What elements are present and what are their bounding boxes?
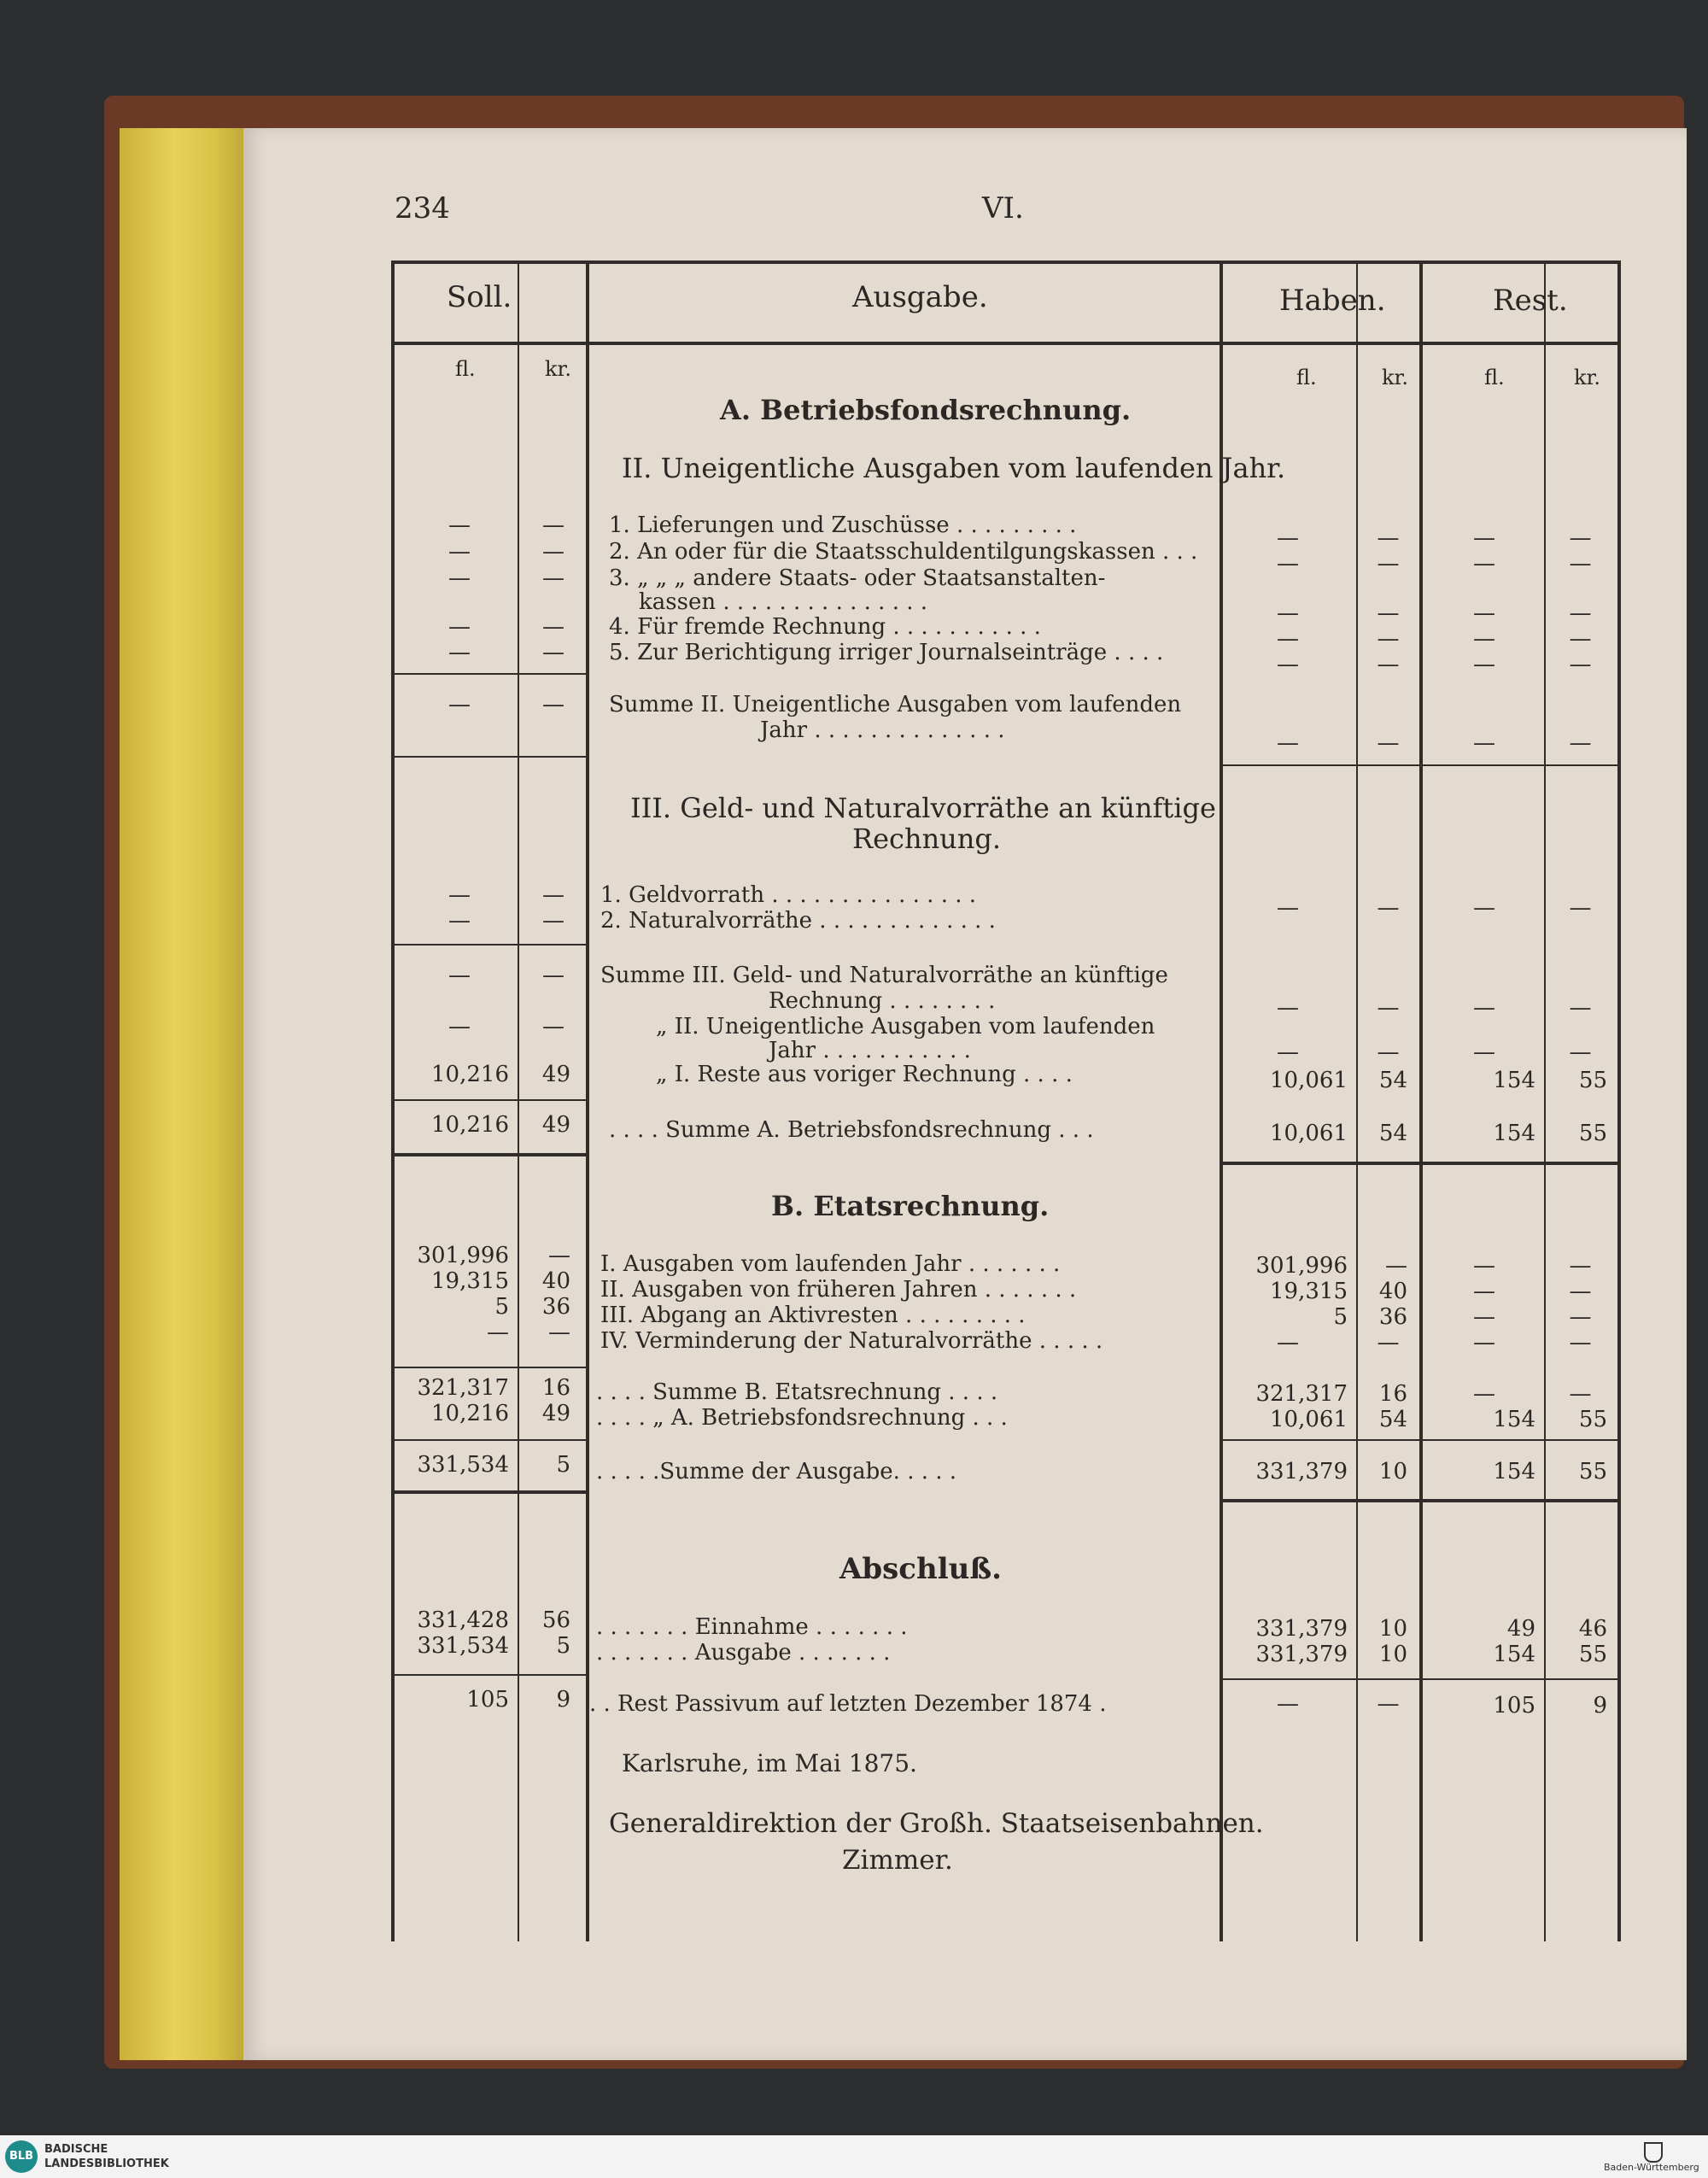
- rule: [1544, 261, 1546, 1941]
- value: —: [542, 963, 564, 988]
- header-ausgabe: Ausgabe.: [852, 280, 988, 314]
- value: —: [542, 512, 564, 538]
- value: 154: [1493, 1121, 1535, 1146]
- item: 2. Naturalvorräthe . . . . . . . . . . . . .: [600, 908, 996, 934]
- value: —: [542, 539, 564, 565]
- value: 55: [1578, 1642, 1607, 1667]
- value: 19,315: [431, 1268, 509, 1294]
- value: 49: [541, 1112, 570, 1138]
- value: 10: [1378, 1616, 1407, 1642]
- value: —: [1569, 652, 1592, 677]
- section-b-title: B. Etatsrechnung.: [771, 1190, 1050, 1222]
- bw-label: Baden-Württemberg: [1604, 2162, 1699, 2173]
- value: —: [448, 640, 471, 665]
- value: —: [1569, 1279, 1592, 1304]
- item: 5. Zur Berichtigung irriger Journalseinträge . . . .: [609, 640, 1164, 665]
- signature-org: Generaldirektion der Großh. Staatseisenbahnen.: [609, 1808, 1264, 1839]
- value: —: [1377, 1330, 1400, 1355]
- value: —: [448, 565, 471, 591]
- rule: [1220, 261, 1223, 1941]
- value: —: [448, 614, 471, 640]
- rule: [1220, 1499, 1621, 1502]
- rule: [1220, 764, 1621, 766]
- value: 55: [1578, 1459, 1607, 1484]
- value: 10,216: [431, 1112, 509, 1138]
- value: —: [1473, 1381, 1495, 1407]
- sum-line: . . . . Summe A. Betriebsfondsrechnung . . .: [609, 1117, 1094, 1143]
- rule: [391, 1367, 586, 1368]
- header-soll: Soll.: [447, 280, 512, 314]
- rule: [391, 342, 1621, 345]
- value: —: [1569, 895, 1592, 921]
- value: 331,534: [417, 1452, 509, 1478]
- value: 10,061: [1270, 1121, 1348, 1146]
- value: 301,996: [417, 1243, 509, 1268]
- place-date: Karlsruhe, im Mai 1875.: [622, 1749, 917, 1777]
- value: 331,428: [417, 1607, 509, 1633]
- sum-line: Summe II. Uneigentliche Ausgaben vom laufenden: [609, 692, 1182, 717]
- value: 105: [1493, 1693, 1535, 1718]
- rule: [391, 756, 586, 758]
- value: 331,534: [417, 1633, 509, 1659]
- value: 19,315: [1270, 1279, 1348, 1304]
- value: 331,379: [1255, 1616, 1348, 1642]
- value: —: [1569, 1330, 1592, 1355]
- sum-line: Jahr . . . . . . . . . . .: [769, 1038, 971, 1063]
- value: —: [1473, 652, 1495, 677]
- item: II. Ausgaben von früheren Jahren . . . . . . .: [600, 1277, 1077, 1303]
- rule: [391, 673, 586, 675]
- value: —: [1377, 551, 1400, 577]
- section-a-subtitle: II. Uneigentliche Ausgaben vom laufenden Jahr.: [622, 452, 1286, 484]
- value: —: [448, 1014, 471, 1039]
- value: 16: [541, 1375, 570, 1401]
- sum-line: Rechnung . . . . . . . .: [769, 988, 996, 1014]
- library-line: BADISCHE: [44, 2143, 108, 2156]
- header-haben: Haben.: [1279, 284, 1386, 318]
- rule: [1220, 1439, 1621, 1441]
- value: —: [1569, 730, 1592, 756]
- value: —: [1377, 600, 1400, 626]
- rule: [1617, 261, 1621, 1941]
- rule: [586, 261, 589, 1941]
- sum-line: „ I. Reste aus voriger Rechnung . . . .: [656, 1062, 1073, 1087]
- rule: [391, 261, 1621, 264]
- value: —: [1473, 1039, 1495, 1065]
- value: —: [1277, 995, 1299, 1021]
- value: —: [1377, 626, 1400, 652]
- value: 331,379: [1255, 1642, 1348, 1667]
- sum-line: Jahr . . . . . . . . . . . . . .: [760, 717, 1005, 743]
- value: —: [1277, 551, 1299, 577]
- header-rest: Rest.: [1493, 284, 1568, 318]
- value: —: [1569, 551, 1592, 577]
- item: 2. An oder für die Staatsschuldentilgungskassen . . .: [609, 539, 1198, 565]
- value: 10: [1378, 1642, 1407, 1667]
- value: —: [448, 882, 471, 908]
- value: —: [1569, 525, 1592, 551]
- value: 321,317: [417, 1375, 509, 1401]
- value: —: [1277, 1039, 1299, 1065]
- value: 40: [541, 1268, 570, 1294]
- value: 10: [1378, 1459, 1407, 1484]
- unit-kr: kr.: [1574, 366, 1601, 389]
- value: —: [1569, 600, 1592, 626]
- value: —: [542, 1014, 564, 1039]
- value: —: [448, 512, 471, 538]
- value: —: [1277, 895, 1299, 921]
- value: 105: [466, 1687, 509, 1713]
- value: —: [1569, 626, 1592, 652]
- value: 9: [1593, 1693, 1607, 1718]
- sum-line: . . . . . . . Einnahme . . . . . . .: [596, 1614, 908, 1640]
- rule: [391, 1153, 586, 1156]
- value: —: [1473, 1304, 1495, 1330]
- rule: [391, 1490, 586, 1494]
- value: 5: [556, 1633, 570, 1659]
- value: 55: [1578, 1407, 1607, 1432]
- value: —: [1473, 626, 1495, 652]
- rule: [1220, 1162, 1621, 1165]
- value: —: [487, 1320, 509, 1345]
- value: —: [542, 908, 564, 934]
- value: 154: [1493, 1459, 1535, 1484]
- value: 321,317: [1255, 1381, 1348, 1407]
- value: —: [548, 1320, 570, 1345]
- value: 10,216: [431, 1401, 509, 1426]
- section-a3-title: III. Geld- und Naturalvorräthe an künftige: [630, 792, 1216, 824]
- value: 54: [1378, 1407, 1407, 1432]
- value: —: [448, 692, 471, 717]
- value: 54: [1378, 1121, 1407, 1146]
- value: 56: [541, 1607, 570, 1633]
- item: kassen . . . . . . . . . . . . . . .: [639, 589, 928, 615]
- unit-kr: kr.: [545, 357, 572, 381]
- value: —: [1473, 551, 1495, 577]
- value: —: [548, 1243, 570, 1268]
- rule: [1220, 1678, 1621, 1680]
- footer-bar: [0, 2135, 1708, 2178]
- value: 49: [1506, 1616, 1535, 1642]
- section-a3-title: Rechnung.: [852, 823, 1002, 855]
- value: 49: [541, 1062, 570, 1087]
- rule: [518, 261, 519, 1941]
- value: 154: [1493, 1642, 1535, 1667]
- value: —: [1569, 1304, 1592, 1330]
- rule: [391, 1099, 586, 1101]
- value: —: [1385, 1253, 1407, 1279]
- item: 1. Lieferungen und Zuschüsse . . . . . . . . .: [609, 512, 1077, 538]
- value: —: [1569, 1381, 1592, 1407]
- page-number: 234: [395, 191, 450, 225]
- rule: [391, 261, 395, 1941]
- value: —: [542, 614, 564, 640]
- value: —: [448, 963, 471, 988]
- sum-line: Summe III. Geld- und Naturalvorräthe an künftige: [600, 963, 1168, 988]
- sum-line: . . Rest Passivum auf letzten Dezember 1874 .: [589, 1691, 1107, 1717]
- value: 10,061: [1270, 1407, 1348, 1432]
- value: —: [1569, 1253, 1592, 1279]
- sum-line: . . . . .Summe der Ausgabe. . . . .: [596, 1459, 957, 1484]
- rule: [1419, 261, 1423, 1941]
- sum-line: . . . . „ A. Betriebsfondsrechnung . . .: [596, 1405, 1008, 1431]
- library-line: LANDESBIBLIOTHEK: [44, 2158, 169, 2170]
- page-edges: [120, 128, 256, 2060]
- value: —: [1377, 730, 1400, 756]
- value: —: [542, 640, 564, 665]
- value: 9: [556, 1687, 570, 1713]
- value: —: [1277, 525, 1299, 551]
- value: —: [1473, 895, 1495, 921]
- value: —: [1377, 895, 1400, 921]
- value: 5: [1333, 1304, 1348, 1330]
- value: —: [1473, 1253, 1495, 1279]
- value: —: [1377, 1039, 1400, 1065]
- value: —: [1377, 1691, 1400, 1717]
- value: 16: [1378, 1381, 1407, 1407]
- unit-kr: kr.: [1382, 366, 1409, 389]
- value: —: [1377, 652, 1400, 677]
- value: 36: [1378, 1304, 1407, 1330]
- value: —: [1277, 626, 1299, 652]
- value: 5: [556, 1452, 570, 1478]
- sum-line: . . . . Summe B. Etatsrechnung . . . .: [596, 1379, 998, 1405]
- value: 55: [1578, 1121, 1607, 1146]
- value: —: [1277, 652, 1299, 677]
- value: —: [1277, 1691, 1299, 1717]
- value: —: [1569, 1039, 1592, 1065]
- value: —: [1377, 525, 1400, 551]
- value: —: [1473, 600, 1495, 626]
- section-a-title: A. Betriebsfondsrechnung.: [720, 394, 1132, 426]
- item: 1. Geldvorrath . . . . . . . . . . . . . . .: [600, 882, 977, 908]
- value: 331,379: [1255, 1459, 1348, 1484]
- value: 40: [1378, 1279, 1407, 1304]
- value: 10,216: [431, 1062, 509, 1087]
- item: IV. Verminderung der Naturalvorräthe . . . . .: [600, 1328, 1103, 1354]
- item: 4. Für fremde Rechnung . . . . . . . . . . .: [609, 614, 1041, 640]
- value: —: [448, 908, 471, 934]
- bw-crest-icon: [1644, 2142, 1663, 2163]
- unit-fl: fl.: [1296, 366, 1317, 389]
- value: —: [1277, 730, 1299, 756]
- value: —: [1473, 730, 1495, 756]
- sum-line: „ II. Uneigentliche Ausgaben vom laufenden: [656, 1014, 1155, 1039]
- value: —: [1473, 1330, 1495, 1355]
- library-name: [44, 2142, 169, 2171]
- value: —: [542, 882, 564, 908]
- ledger-table: [391, 261, 1621, 1941]
- value: 36: [541, 1294, 570, 1320]
- sum-line: . . . . . . . Ausgabe . . . . . . .: [596, 1640, 891, 1666]
- value: —: [1277, 1330, 1299, 1355]
- value: —: [1277, 600, 1299, 626]
- value: —: [1473, 525, 1495, 551]
- value: 54: [1378, 1068, 1407, 1093]
- blb-logo: BLB: [5, 2140, 38, 2173]
- value: 301,996: [1255, 1253, 1348, 1279]
- unit-fl: fl.: [1484, 366, 1505, 389]
- value: —: [1473, 1279, 1495, 1304]
- value: —: [542, 565, 564, 591]
- value: 5: [494, 1294, 509, 1320]
- value: 10,061: [1270, 1068, 1348, 1093]
- value: —: [542, 692, 564, 717]
- value: —: [1473, 995, 1495, 1021]
- value: 154: [1493, 1068, 1535, 1093]
- value: —: [448, 539, 471, 565]
- value: 49: [541, 1401, 570, 1426]
- value: —: [1569, 995, 1592, 1021]
- rule: [391, 1439, 586, 1441]
- value: 55: [1578, 1068, 1607, 1093]
- section-number: VI.: [982, 191, 1024, 225]
- unit-fl: fl.: [455, 357, 476, 381]
- value: —: [1377, 995, 1400, 1021]
- item: 3. „ „ „ andere Staats- oder Staatsanstalten-: [609, 565, 1106, 591]
- rule: [391, 1674, 586, 1676]
- item: III. Abgang an Aktivresten . . . . . . . . .: [600, 1303, 1026, 1328]
- abschluss-title: Abschluß.: [839, 1552, 1003, 1586]
- rule: [1356, 261, 1358, 1941]
- value: 154: [1493, 1407, 1535, 1432]
- item: I. Ausgaben vom laufenden Jahr . . . . . . .: [600, 1251, 1061, 1277]
- value: 46: [1578, 1616, 1607, 1642]
- rule: [391, 944, 586, 946]
- signature-name: Zimmer.: [842, 1845, 953, 1876]
